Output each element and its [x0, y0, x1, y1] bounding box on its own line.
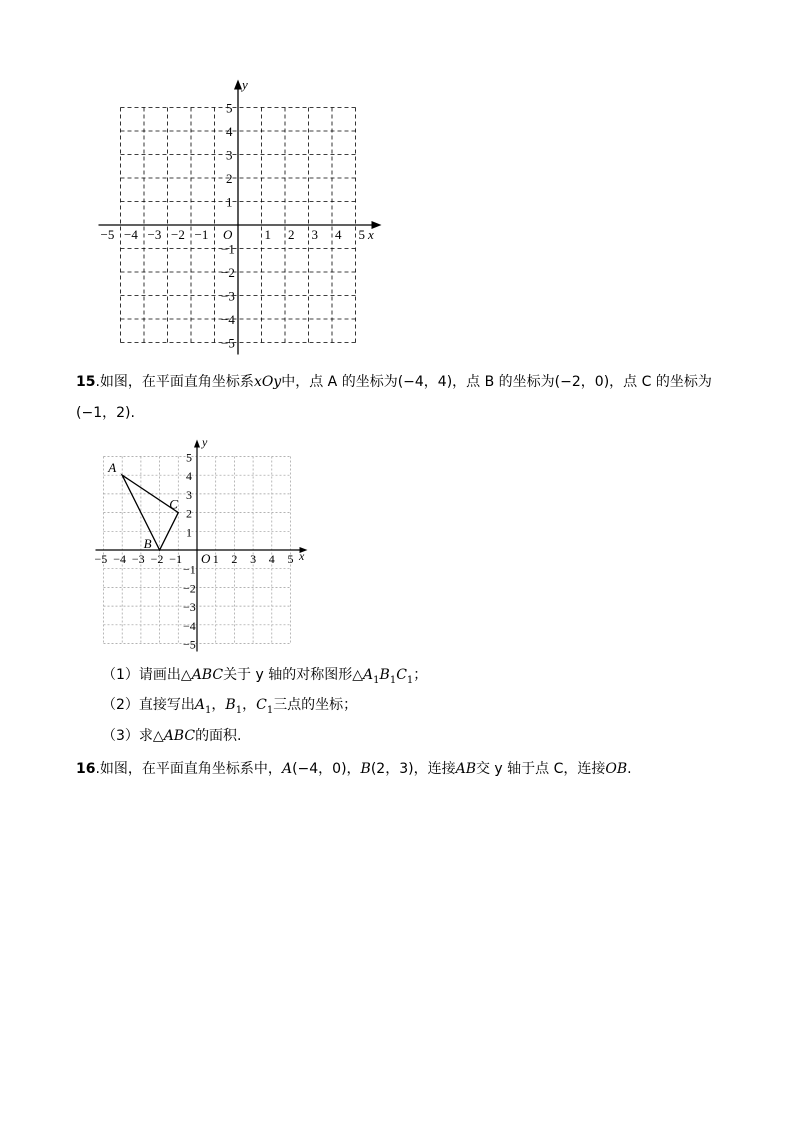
x-tick-label: 2 — [288, 227, 295, 242]
y-tick-label: −4 — [183, 618, 196, 633]
y-axis-label: y — [202, 435, 208, 449]
y-tick-label: 4 — [226, 124, 233, 139]
y-tick-label: −5 — [221, 335, 235, 351]
math-b: B — [225, 697, 236, 713]
q15-math-xoy: xOy — [253, 374, 282, 390]
x-tick-label: 1 — [264, 227, 271, 242]
q16-line-1 — [76, 760, 632, 778]
origin-label: O — [201, 551, 211, 566]
x-tick-label: 5 — [287, 552, 294, 566]
x-tick-label: −1 — [169, 552, 183, 566]
part-1-prefix: （1）请画出△ — [102, 667, 192, 683]
q15-part-1 — [102, 666, 427, 690]
x-tick-label: 1 — [212, 552, 219, 566]
y-axis-label: y — [242, 77, 248, 92]
x-tick-label: 5 — [358, 227, 365, 242]
x-tick-label: −5 — [94, 552, 108, 566]
x-tick-label: 3 — [250, 552, 257, 566]
x-tick-label: 3 — [311, 227, 318, 242]
part-3-end: 的面积. — [195, 728, 242, 744]
x-tick-label: 2 — [231, 552, 238, 566]
math-b: B — [360, 761, 371, 777]
y-tick-label: 2 — [186, 506, 192, 521]
part-3-prefix: （3）求△ — [102, 728, 164, 744]
q15-line-1 — [76, 373, 712, 391]
math-c: C — [396, 667, 407, 683]
x-tick-label: −4 — [124, 227, 138, 242]
point-b-label: B — [143, 536, 152, 551]
y-tick-label: −1 — [183, 562, 196, 577]
subscript-1: 1 — [389, 674, 397, 686]
y-tick-label: 2 — [226, 171, 233, 186]
x-tick-label: −4 — [113, 552, 126, 566]
x-axis-label: x — [368, 227, 374, 242]
subscript-1: 1 — [205, 704, 212, 716]
coordinate-grid-figure-1 — [90, 75, 390, 365]
x-tick-label: 4 — [335, 227, 342, 242]
y-tick-label: −4 — [221, 312, 235, 327]
q15-part-3 — [102, 727, 242, 745]
x-axis-label: x — [299, 549, 305, 563]
q15-number: 15 — [76, 374, 96, 390]
y-tick-label: 3 — [226, 147, 233, 163]
y-tick-label: −2 — [183, 581, 196, 596]
q16-a-coord: (−4，0)， — [292, 761, 361, 777]
y-tick-label: −3 — [183, 600, 196, 615]
subscript-1: 1 — [406, 674, 414, 686]
x-tick-label: −1 — [194, 227, 209, 242]
y-tick-label: −2 — [221, 265, 235, 280]
y-tick-label: 5 — [226, 100, 233, 116]
subscript-1: 1 — [235, 704, 243, 716]
subscript-1: 1 — [373, 674, 380, 686]
axes — [99, 80, 382, 355]
y-axis-arrow-icon — [234, 80, 242, 90]
math-a: A — [194, 697, 206, 713]
y-axis-arrow-icon — [194, 440, 200, 448]
q16-text-b: 交 y 轴于点 C，连接 — [475, 761, 606, 777]
q15-line-2 — [76, 404, 135, 422]
y-tick-label: 4 — [186, 469, 192, 484]
y-tick-label: −5 — [183, 637, 196, 652]
y-tick-label: 3 — [186, 487, 192, 502]
x-tick-label: −3 — [147, 227, 162, 242]
q16-text-a: .如图，在平面直角坐标系中， — [95, 761, 282, 777]
x-tick-label: 4 — [268, 552, 275, 566]
q16-number: 16 — [76, 761, 96, 777]
math-b: B — [379, 667, 390, 683]
math-ob: OB — [605, 761, 628, 777]
q15-text-b: 中，点 A 的坐标为(−4，4)，点 B 的坐标为(−2，0)，点 C 的坐标为 — [281, 374, 712, 390]
y-tick-label: 1 — [226, 194, 233, 210]
y-tick-label: 5 — [186, 450, 192, 465]
q15-text-c: (−1，2). — [76, 405, 135, 421]
q15-part-2 — [102, 696, 357, 720]
math-ab: AB — [455, 761, 476, 777]
x-tick-label: −3 — [131, 552, 145, 566]
x-tick-label: −2 — [150, 552, 164, 566]
math-a: A — [281, 761, 293, 777]
math-c: C — [256, 697, 267, 713]
math-abc: ABC — [163, 728, 196, 744]
q15-text-a: .如图，在平面直角坐标系 — [95, 374, 254, 390]
part-2-end: 三点的坐标； — [273, 697, 358, 713]
x-tick-label: −5 — [100, 227, 115, 242]
origin-label: O — [223, 227, 233, 242]
part-1-mid: 关于 y 轴的对称图形△ — [223, 667, 364, 683]
point-c-label: C — [169, 496, 178, 512]
part-1-end: ； — [413, 667, 428, 683]
separator: ， — [211, 697, 226, 713]
point-a-label: A — [108, 460, 117, 476]
y-tick-label: −3 — [221, 288, 235, 304]
y-tick-label: 1 — [186, 525, 192, 540]
q16-b-coord: (2，3)，连接 — [370, 761, 456, 777]
x-tick-label: −2 — [171, 227, 185, 242]
coordinate-grid-figure-2 — [90, 432, 320, 652]
y-tick-label: −1 — [221, 241, 235, 257]
subscript-1: 1 — [266, 704, 274, 716]
axes — [96, 440, 308, 652]
math-abc: ABC — [191, 667, 224, 683]
math-a: A — [363, 667, 374, 683]
q16-text-c: . — [627, 761, 632, 777]
separator: ， — [242, 697, 257, 713]
part-2-prefix: （2）直接写出 — [102, 697, 195, 713]
